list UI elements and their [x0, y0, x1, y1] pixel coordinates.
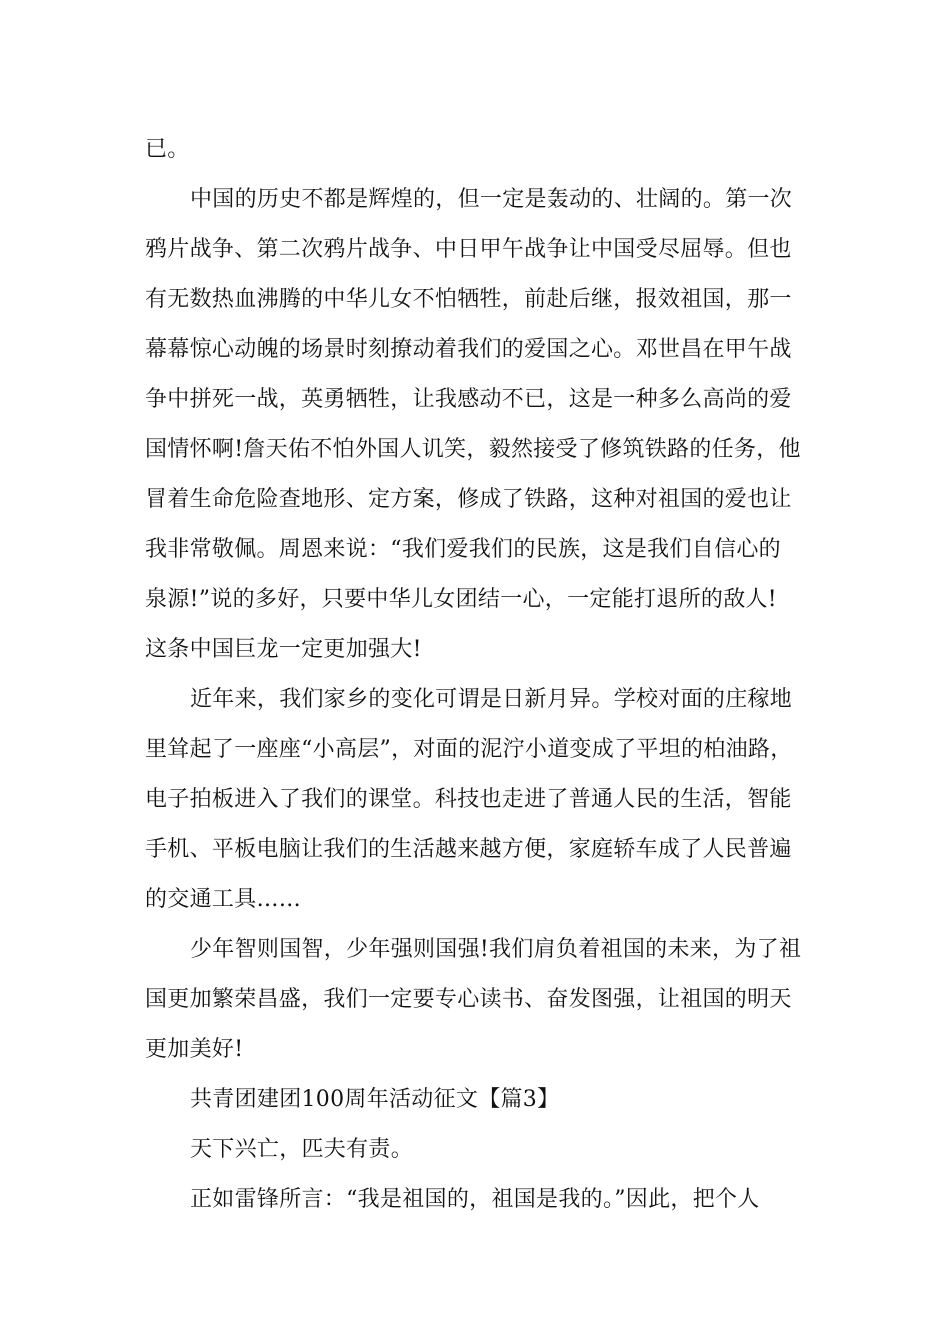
- paragraph-first-line: 少年智则国智，少年强则国强!我们肩负着祖国的未来，为了祖: [190, 937, 802, 962]
- text-line: 泉源!”说的多好，只要中华儿女团结一心，一定能打退所的敌人!: [145, 587, 777, 612]
- text-line: 更加美好!: [145, 1037, 244, 1062]
- text-line: 我非常敬佩。周恩来说：“我们爱我们的民族，这是我们自信心的: [145, 537, 781, 562]
- text-line: 这条中国巨龙一定更加强大!: [145, 637, 422, 662]
- text-line: 电子拍板进入了我们的课堂。科技也走进了普通人民的生活，智能: [145, 787, 792, 812]
- text-line: 已。: [145, 137, 190, 162]
- text-line: 手机、平板电脑让我们的生活越来越方便，家庭轿车成了人民普遍: [145, 837, 792, 862]
- text-line: 鸦片战争、第二次鸦片战争、中日甲午战争让中国受尽屈辱。但也: [145, 237, 792, 262]
- text-line: 的交通工具……: [145, 887, 302, 912]
- text-line: 国更加繁荣昌盛，我们一定要专心读书、奋发图强，让祖国的明天: [145, 987, 792, 1012]
- text-line: 国情怀啊!詹天佑不怕外国人讥笑，毅然接受了修筑铁路的任务，他: [145, 437, 801, 462]
- paragraph-first-line: 天下兴亡，匹夫有责。: [190, 1137, 414, 1162]
- section-heading: 共青团建团100周年活动征文【篇3】: [190, 1087, 560, 1112]
- paragraph-first-line: 中国的历史不都是辉煌的，但一定是轰动的、壮阔的。第一次: [190, 187, 793, 212]
- text-line: 冒着生命危险查地形、定方案，修成了铁路，这种对祖国的爱也让: [145, 487, 792, 512]
- paragraph-first-line: 近年来，我们家乡的变化可谓是日新月异。学校对面的庄稼地: [190, 687, 793, 712]
- text-line: 有无数热血沸腾的中华儿女不怕牺牲，前赴后继，报效祖国，那一: [145, 287, 792, 312]
- text-line: 争中拼死一战，英勇牺牲，让我感动不已，这是一种多么高尚的爱: [145, 387, 792, 412]
- text-line: 幕幕惊心动魄的场景时刻撩动着我们的爱国之心。邓世昌在甲午战: [145, 337, 792, 362]
- paragraph-first-line: 正如雷锋所言：“我是祖国的，祖国是我的。”因此，把个人: [190, 1187, 760, 1212]
- text-line: 里耸起了一座座“小高层”，对面的泥泞小道变成了平坦的柏油路，: [145, 737, 793, 762]
